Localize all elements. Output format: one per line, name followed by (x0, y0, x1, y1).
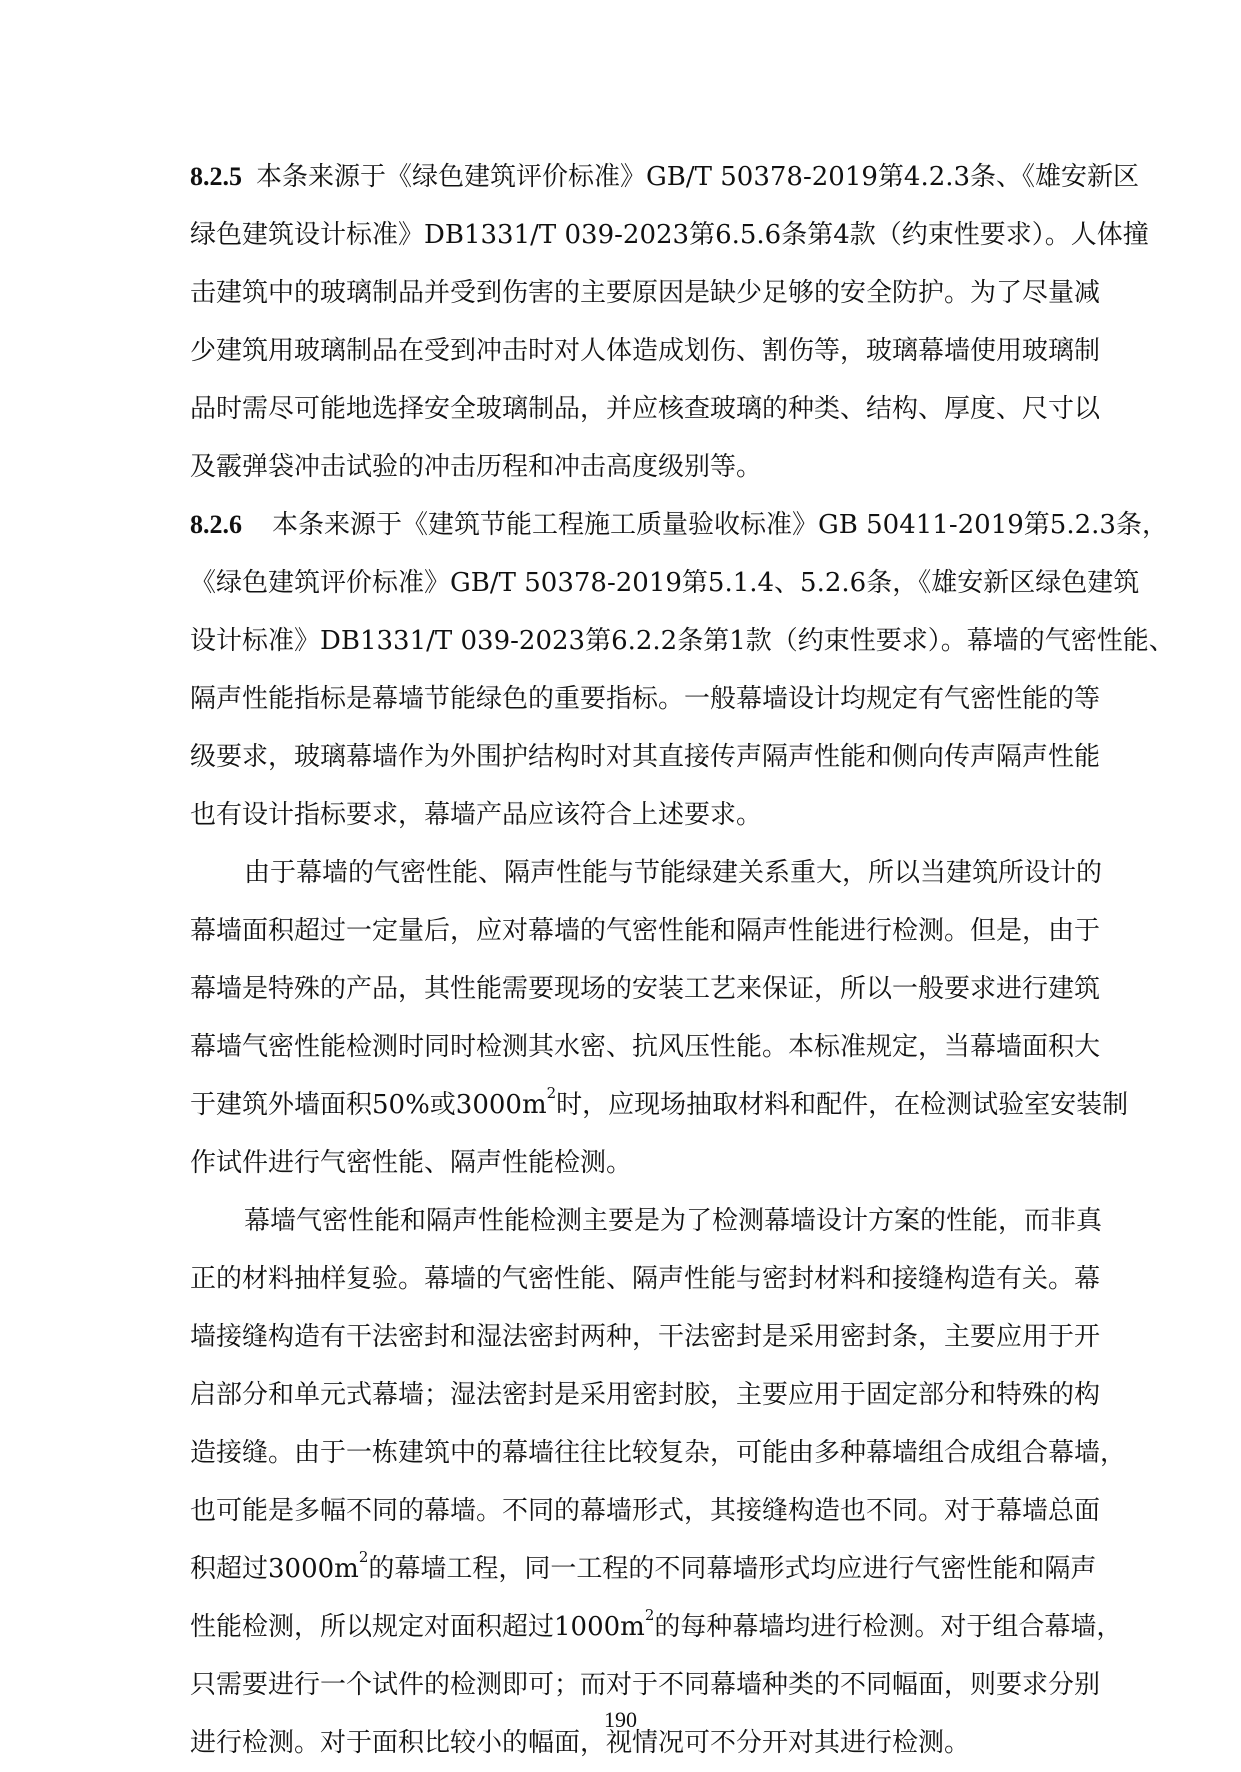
paragraph-2-line-5 (190, 1076, 1129, 1134)
paragraph-text: 性能检测，所以规定对面积超过1000m (190, 1612, 645, 1642)
paragraph-text: 幕墙面积超过一定量后，应对幕墙的气密性能和隔声性能进行检测。但是，由于 (190, 916, 1101, 946)
paragraph-text: 积超过3000m (190, 1554, 359, 1584)
paragraph-text: 作试件进行气密性能、隔声性能检测。 (190, 1148, 633, 1178)
paragraph-text: 造接缝。由于一栋建筑中的幕墙往往比较复杂，可能由多种幕墙组合成组合幕墙， (190, 1438, 1127, 1468)
clause-text: 及霰弹袋冲击试验的冲击历程和冲击高度级别等。 (190, 452, 763, 482)
paragraph-2-line-6 (190, 1134, 1052, 1192)
clause-text: 品时需尽可能地选择安全玻璃制品，并应核查玻璃的种类、结构、厚度、尺寸以 (190, 394, 1101, 424)
paragraph-text: 只需要进行一个试件的检测即可；而对于不同幕墙种类的不同幅面，则要求分别 (190, 1670, 1101, 1700)
clause-8-2-6-line-3 (190, 612, 1175, 670)
clause-text: 设计标准》DB1331/T 039-2023第6.2.2条第1款（约束性要求）。幕墙的气密性能、 (190, 626, 1175, 656)
paragraph-2-line-4 (190, 1018, 1101, 1076)
superscript-2: 2 (644, 1606, 655, 1624)
clause-text: 本条来源于《绿色建筑评价标准》GB/T 50378-2019第4.2.3条、《雄安新区 (256, 162, 1140, 192)
clause-text: 绿色建筑设计标准》DB1331/T 039-2023第6.5.6条第4款（约束性要求）。人体撞 (190, 220, 1149, 250)
paragraph-text: 也可能是多幅不同的幕墙。不同的幕墙形式，其接缝构造也不同。对于幕墙总面 (190, 1496, 1101, 1526)
paragraph-text: 幕墙气密性能检测时同时检测其水密、抗风压性能。本标准规定，当幕墙面积大 (190, 1032, 1101, 1062)
clause-text: 级要求，玻璃幕墙作为外围护结构时对其直接传声隔声性能和侧向传声隔声性能 (190, 742, 1101, 772)
paragraph-text: 正的材料抽样复验。幕墙的气密性能、隔声性能与密封材料和接缝构造有关。幕 (190, 1264, 1101, 1294)
paragraph-text: 启部分和单元式幕墙；湿法密封是采用密封胶，主要应用于固定部分和特殊的构 (190, 1380, 1101, 1410)
clause-8-2-5-line-3 (190, 264, 1101, 322)
paragraph-text: 进行检测。对于面积比较小的幅面，视情况可不分开对其进行检测。 (190, 1728, 971, 1758)
paragraph-3-line-7 (190, 1540, 1097, 1598)
paragraph-text: 幕墙气密性能和隔声性能检测主要是为了检测幕墙设计方案的性能，而非真 (244, 1206, 1103, 1236)
paragraph-text: 由于幕墙的气密性能、隔声性能与节能绿建关系重大，所以当建筑所设计的 (244, 858, 1103, 888)
paragraph-3-line-6 (190, 1482, 1101, 1540)
clause-8-2-5-line-6 (190, 438, 1052, 496)
page-number: 190 (604, 1707, 637, 1732)
paragraph-text: 时，应现场抽取材料和配件，在检测试验室安装制 (556, 1090, 1129, 1120)
paragraph-3-line-8 (190, 1598, 1123, 1656)
clause-text: 本条来源于《建筑节能工程施工质量验收标准》GB 50411-2019第5.2.3条， (272, 510, 1168, 540)
superscript-2: 2 (546, 1084, 557, 1102)
paragraph-3-line-1 (244, 1192, 1103, 1250)
paragraph-3-line-9 (190, 1656, 1101, 1714)
paragraph-text: 的每种幕墙均进行检测。对于组合幕墙， (654, 1612, 1123, 1642)
clause-8-2-6-line-1 (190, 496, 1168, 554)
clause-8-2-5-line-2 (190, 206, 1149, 264)
clause-8-2-6-line-6 (190, 786, 1052, 844)
clause-number: 8.2.6 (190, 510, 242, 539)
paragraph-2-line-1 (244, 844, 1103, 902)
paragraph-2-line-3 (190, 960, 1101, 1018)
paragraph-text: 幕墙是特殊的产品，其性能需要现场的安装工艺来保证，所以一般要求进行建筑 (190, 974, 1101, 1004)
clause-text: 少建筑用玻璃制品在受到冲击时对人体造成划伤、割伤等，玻璃幕墙使用玻璃制 (190, 336, 1101, 366)
paragraph-3-line-10 (190, 1714, 1052, 1772)
clause-8-2-5-line-4 (190, 322, 1101, 380)
clause-8-2-6-line-2 (190, 554, 1140, 612)
clause-8-2-6-line-4 (190, 670, 1101, 728)
paragraph-2-line-2 (190, 902, 1101, 960)
paragraph-3-line-3 (190, 1308, 1101, 1366)
clause-8-2-6-line-5 (190, 728, 1101, 786)
superscript-2: 2 (358, 1548, 369, 1566)
clause-8-2-5-line-1 (190, 148, 1140, 206)
clause-8-2-5-line-5 (190, 380, 1101, 438)
paragraph-3-line-5 (190, 1424, 1127, 1482)
paragraph-3-line-2 (190, 1250, 1101, 1308)
clause-number: 8.2.5 (190, 162, 242, 191)
clause-text: 《绿色建筑评价标准》GB/T 50378-2019第5.1.4、5.2.6条，《雄安新区绿色建筑 (190, 568, 1140, 598)
clause-text: 击建筑中的玻璃制品并受到伤害的主要原因是缺少足够的安全防护。为了尽量减 (190, 278, 1101, 308)
paragraph-3-line-4 (190, 1366, 1101, 1424)
paragraph-text: 墙接缝构造有干法密封和湿法密封两种，干法密封是采用密封条，主要应用于开 (190, 1322, 1101, 1352)
paragraph-text: 的幕墙工程，同一工程的不同幕墙形式均应进行气密性能和隔声 (368, 1554, 1097, 1584)
clause-text: 也有设计指标要求，幕墙产品应该符合上述要求。 (190, 800, 763, 830)
paragraph-text: 于建筑外墙面积50%或3000m (190, 1090, 547, 1120)
clause-text: 隔声性能指标是幕墙节能绿色的重要指标。一般幕墙设计均规定有气密性能的等 (190, 684, 1101, 714)
